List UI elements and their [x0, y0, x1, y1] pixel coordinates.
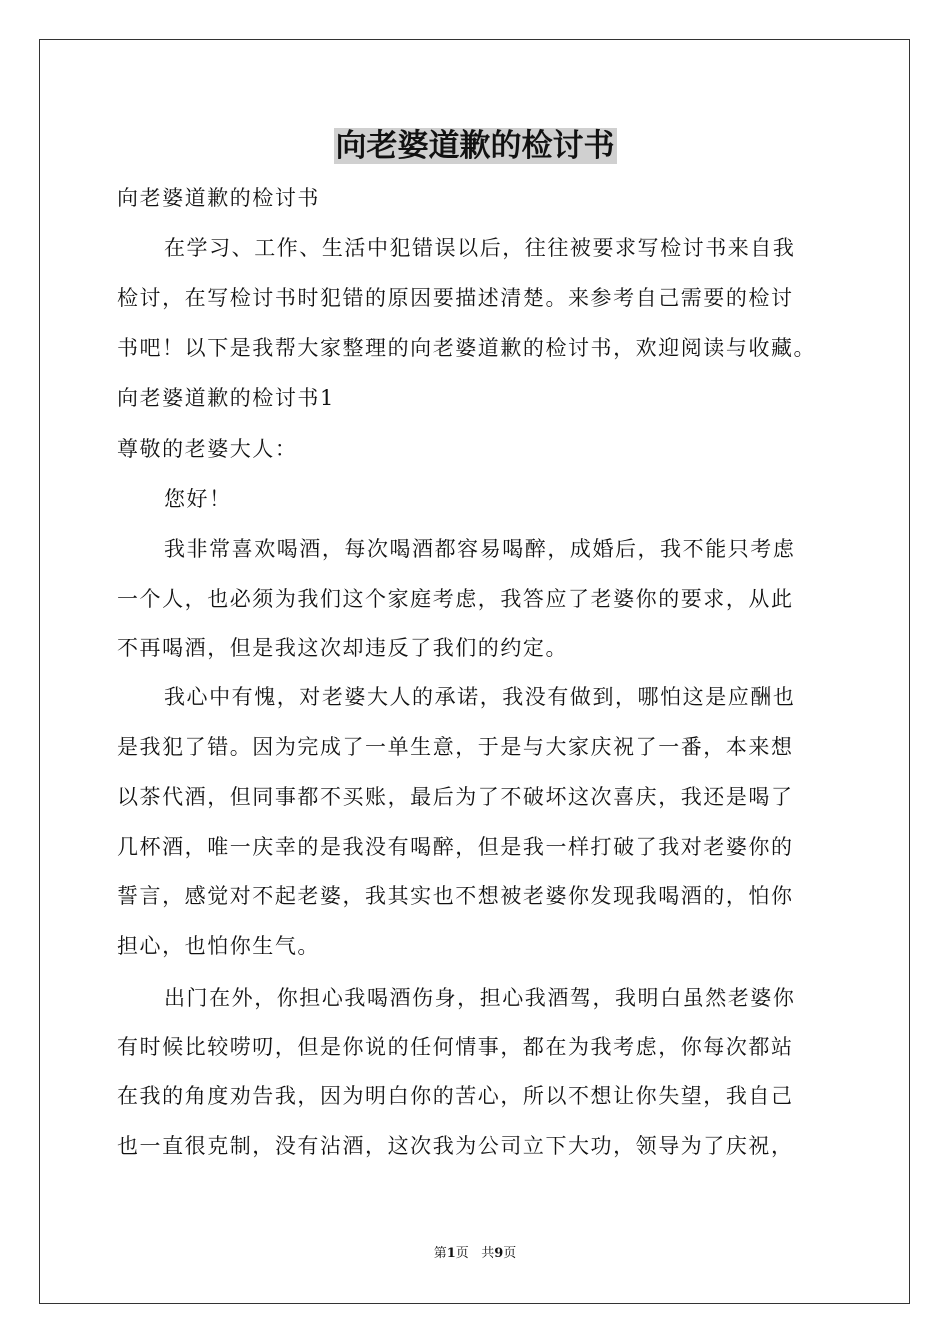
- page-frame: [39, 39, 910, 1304]
- text-line: 我非常喜欢喝酒，每次喝酒都容易喝醉，成婚后，我不能只考虑: [164, 537, 796, 561]
- text-line: 以茶代酒，但同事都不买账，最后为了不破坏这次喜庆，我还是喝了: [117, 785, 794, 809]
- text-line: 是我犯了错。因为完成了一单生意，于是与大家庆祝了一番，本来想: [117, 735, 794, 759]
- page-number: 1: [446, 1246, 456, 1261]
- document-title: [0, 124, 950, 168]
- document-title-text: 向老婆道歉的检讨书: [335, 128, 615, 164]
- text-line: 一个人，也必须为我们这个家庭考虑，我答应了老婆你的要求，从此: [117, 587, 794, 611]
- total-pages: 9: [494, 1246, 504, 1261]
- greeting: 您好！: [164, 487, 232, 511]
- page-footer: [0, 1245, 950, 1263]
- text-line: 不再喝酒，但是我这次却违反了我们的约定。: [117, 636, 568, 660]
- text-line: 我心中有愧，对老婆大人的承诺，我没有做到，哪怕这是应酬也: [164, 685, 796, 709]
- text-line: 有时候比较唠叨，但是你说的任何情事，都在为我考虑，你每次都站: [117, 1035, 794, 1059]
- section-heading: 向老婆道歉的检讨书1: [117, 386, 335, 410]
- text-line: 出门在外，你担心我喝酒伤身，担心我酒驾，我明白虽然老婆你: [164, 986, 796, 1010]
- page-suffix: 页: [455, 1246, 469, 1261]
- text-line: 检讨，在写检讨书时犯错的原因要描述清楚。来参考自己需要的检讨: [117, 286, 794, 310]
- text-line: 书吧！以下是我帮大家整理的向老婆道歉的检讨书，欢迎阅读与收藏。: [117, 336, 817, 360]
- text-line: 在我的角度劝告我，因为明白你的苦心，所以不想让你失望，我自己: [117, 1084, 794, 1108]
- total-prefix: 共: [481, 1246, 495, 1261]
- salutation: 尊敬的老婆大人：: [117, 437, 298, 461]
- page-prefix: 第: [433, 1246, 447, 1261]
- total-suffix: 页: [503, 1246, 517, 1261]
- text-line: 在学习、工作、生活中犯错误以后，往往被要求写检讨书来自我: [164, 236, 796, 260]
- text-line: 几杯酒，唯一庆幸的是我没有喝醉，但是我一样打破了我对老婆你的: [117, 835, 794, 859]
- text-line: 向老婆道歉的检讨书: [117, 186, 320, 210]
- text-line: 誓言，感觉对不起老婆，我其实也不想被老婆你发现我喝酒的，怕你: [117, 884, 794, 908]
- text-line: 也一直很克制，没有沾酒，这次我为公司立下大功，领导为了庆祝，: [117, 1134, 794, 1158]
- text-line: 担心，也怕你生气。: [117, 934, 320, 958]
